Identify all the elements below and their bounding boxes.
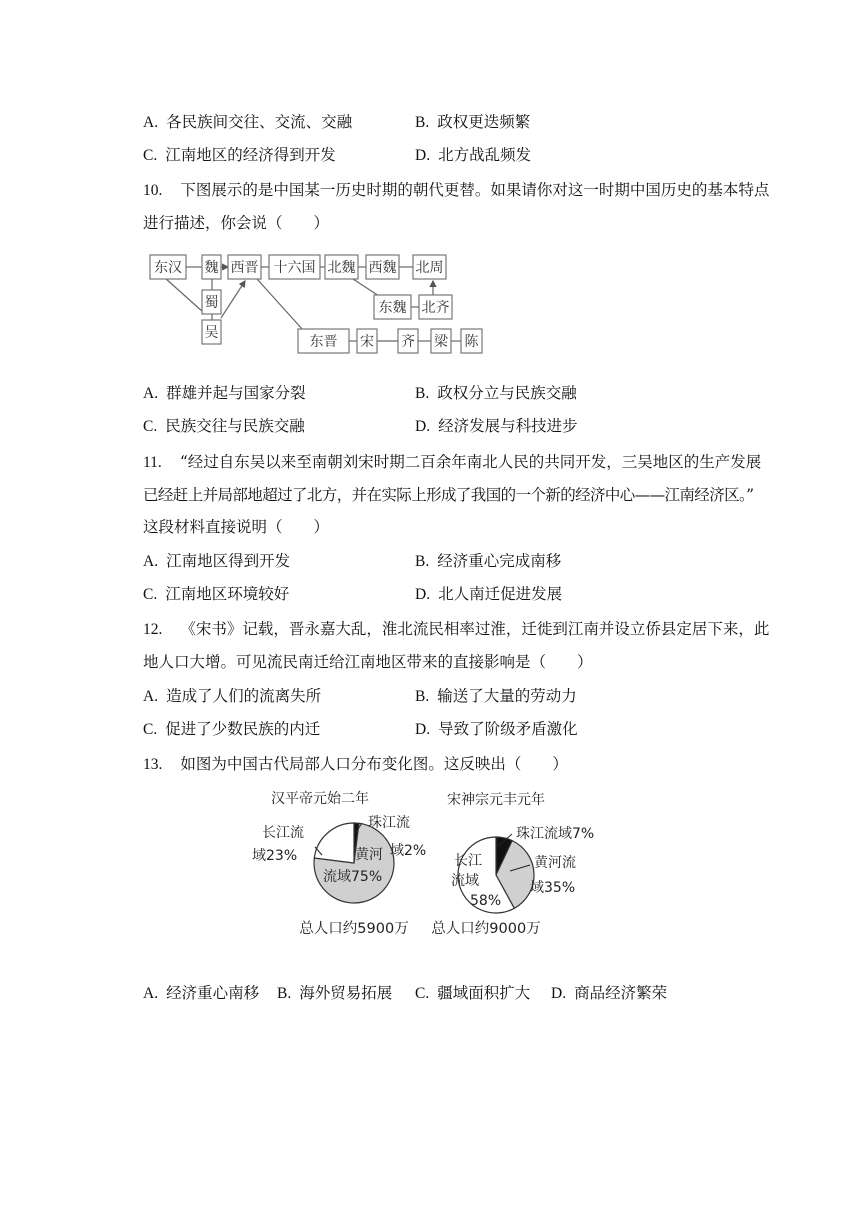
q13-option-d-text: 商品经济繁荣 bbox=[574, 984, 668, 1002]
q12-option-b: B. 输送了大量的劳动力 bbox=[415, 687, 577, 705]
q11-option-a: A. 江南地区得到开发 bbox=[143, 552, 291, 570]
q11-stem-line1 bbox=[143, 452, 761, 473]
label-shu: 蜀 bbox=[204, 295, 219, 311]
q13-option-a-text: 经济重心南移 bbox=[166, 984, 260, 1002]
pie1-label-pearl-2: 域2% bbox=[390, 843, 427, 859]
q10-option-a-text: 群雄并起与国家分裂 bbox=[166, 384, 306, 402]
q13-option-d: D. 商品经济繁荣 bbox=[551, 984, 668, 1002]
label-chen: 陈 bbox=[464, 334, 479, 350]
pie2-label-yangtze-2: 流域 bbox=[451, 873, 479, 889]
label-beiqi: 北齐 bbox=[421, 300, 450, 316]
q10-option-c-text: 民族交往与民族交融 bbox=[165, 417, 305, 435]
q12-option-c: C. 促进了少数民族的内迁 bbox=[143, 720, 321, 738]
q10-option-c: C. 民族交往与民族交融 bbox=[143, 417, 305, 435]
edge-wu-xijin bbox=[221, 281, 245, 318]
q13-option-b-text: 海外贸易拓展 bbox=[299, 984, 393, 1002]
q12-option-b-text: 输送了大量的劳动力 bbox=[437, 687, 577, 705]
q12-option-a: A. 造成了人们的流离失所 bbox=[143, 687, 322, 705]
q10-number: 10. bbox=[143, 182, 163, 199]
q11-stem-line3: 这段材料直接说明（ ） bbox=[143, 518, 330, 536]
pie1-slice-yangtze bbox=[314, 823, 354, 863]
pie2-title: 宋神宗元丰元年 bbox=[447, 792, 545, 808]
q9-option-d: D. 北方战乱频发 bbox=[415, 146, 532, 164]
q10-option-a: A. 群雄并起与国家分裂 bbox=[143, 384, 306, 402]
q13-stem-text1: 如图为中国古代局部人口分布变化图。这反映出（ ） bbox=[180, 755, 568, 773]
q11-option-c-text: 江南地区环境较好 bbox=[165, 585, 290, 603]
q10-option-d: D. 经济发展与科技进步 bbox=[415, 417, 578, 435]
q9-option-d-text: 北方战乱频发 bbox=[438, 146, 532, 164]
q9-option-b-text: 政权更迭频繁 bbox=[437, 113, 531, 131]
edge-donghan-wu bbox=[165, 278, 203, 312]
q9-option-a: A. 各民族间交往、交流、交融 bbox=[143, 113, 353, 131]
q10-option-d-text: 经济发展与科技进步 bbox=[438, 417, 578, 435]
q10-stem-line2: 进行描述，你会说（ ） bbox=[143, 214, 330, 232]
pie1-label-yangtze-1: 长江流 bbox=[262, 825, 304, 841]
q12-number: 12. bbox=[143, 621, 163, 638]
q12-stem-line2: 地人口大增。可见流民南迁给江南地区带来的直接影响是（ ） bbox=[143, 653, 593, 671]
pie2-label-pearl: 珠江流域7% bbox=[516, 826, 595, 842]
pie2-label-yangtze-3: 58% bbox=[470, 893, 502, 909]
q12-option-a-text: 造成了人们的流离失所 bbox=[166, 687, 322, 705]
pie2-label-yellow-2: 域35% bbox=[530, 880, 576, 896]
pie1-caption: 总人口约5900万 bbox=[299, 921, 409, 937]
q9-option-c: C. 江南地区的经济得到开发 bbox=[143, 146, 336, 164]
q10-stem-text1: 下图展示的是中国某一历史时期的朝代更替。如果请你对这一时期中国历史的基本特点 bbox=[180, 181, 770, 199]
q11-option-d: D. 北人南迁促进发展 bbox=[415, 585, 563, 603]
edge-beiwei-dongwei bbox=[353, 279, 379, 296]
q12-option-c-text: 促进了少数民族的内迁 bbox=[165, 720, 321, 738]
pie1-label-yellow-1: 黄河 bbox=[355, 847, 383, 863]
q11-option-c: C. 江南地区环境较好 bbox=[143, 585, 290, 603]
q13-option-a: A. 经济重心南移 bbox=[143, 984, 260, 1002]
population-pie-charts bbox=[250, 785, 610, 945]
q12-option-d: D. 导致了阶级矛盾激化 bbox=[415, 720, 578, 738]
q11-number: 11. bbox=[143, 454, 162, 471]
pie1-label-yellow-2: 流域75% bbox=[323, 869, 383, 885]
q12-option-d-text: 导致了阶级矛盾激化 bbox=[438, 720, 578, 738]
label-qi: 齐 bbox=[401, 334, 415, 350]
pie2-caption: 总人口约9000万 bbox=[431, 921, 541, 937]
label-beizhou: 北周 bbox=[415, 260, 444, 276]
pie1-label-pearl-1: 珠江流 bbox=[368, 815, 410, 831]
q9-option-c-text: 江南地区的经济得到开发 bbox=[165, 146, 336, 164]
q12-stem-line1 bbox=[143, 619, 769, 640]
q11-option-d-text: 北人南迁促进发展 bbox=[438, 585, 563, 603]
pie2-label-yangtze-1: 长江 bbox=[454, 853, 482, 869]
label-xijin: 西晋 bbox=[230, 260, 259, 276]
pie1-title: 汉平帝元始二年 bbox=[271, 791, 369, 807]
label-song: 宋 bbox=[360, 334, 374, 350]
q11-stem-text1: “经过自东吴以来至南朝刘宋时期二百余年南北人民的共同开发，三吴地区的生产发展 bbox=[179, 453, 762, 471]
q10-option-b: B. 政权分立与民族交融 bbox=[415, 384, 577, 402]
label-shiliuguo: 十六国 bbox=[273, 260, 316, 276]
dynasty-diagram bbox=[145, 250, 490, 355]
q13-number: 13. bbox=[143, 756, 163, 773]
label-liang: 梁 bbox=[434, 334, 448, 350]
label-wei: 魏 bbox=[204, 260, 219, 276]
q13-option-b: B. 海外贸易拓展 bbox=[277, 984, 393, 1002]
label-dongwei: 东魏 bbox=[378, 300, 407, 316]
label-wu: 吴 bbox=[204, 325, 219, 341]
label-xiwei: 西魏 bbox=[368, 260, 397, 276]
q12-stem-text1: 《宋书》记载，晋永嘉大乱，淮北流民相率过淮，迁徙到江南并设立侨县定居下来，此 bbox=[180, 620, 770, 638]
q13-stem-line1 bbox=[143, 754, 568, 775]
label-dongjin: 东晋 bbox=[309, 334, 338, 350]
q9-option-b: B. 政权更迭频繁 bbox=[415, 113, 531, 131]
label-beiwei: 北魏 bbox=[327, 260, 356, 276]
pie1-label-yangtze-2: 域23% bbox=[252, 848, 298, 864]
q11-option-b-text: 经济重心完成南移 bbox=[437, 552, 562, 570]
q13-option-c-text: 疆域面积扩大 bbox=[437, 984, 531, 1002]
q11-option-a-text: 江南地区得到开发 bbox=[166, 552, 291, 570]
pie2-label-yellow-1: 黄河流 bbox=[534, 855, 576, 871]
q10-option-b-text: 政权分立与民族交融 bbox=[437, 384, 577, 402]
q10-stem-line1 bbox=[143, 180, 769, 201]
q9-option-a-text: 各民族间交往、交流、交融 bbox=[166, 113, 353, 131]
label-donghan: 东汉 bbox=[154, 260, 182, 276]
q13-option-c: C. 疆域面积扩大 bbox=[415, 984, 531, 1002]
q11-option-b: B. 经济重心完成南移 bbox=[415, 552, 562, 570]
edge-xijin-dongjin bbox=[257, 279, 303, 330]
q11-stem-line2: 已经赶上并局部地超过了北方，并在实际上形成了我国的一个新的经济中心——江南经济区。” bbox=[143, 486, 754, 504]
